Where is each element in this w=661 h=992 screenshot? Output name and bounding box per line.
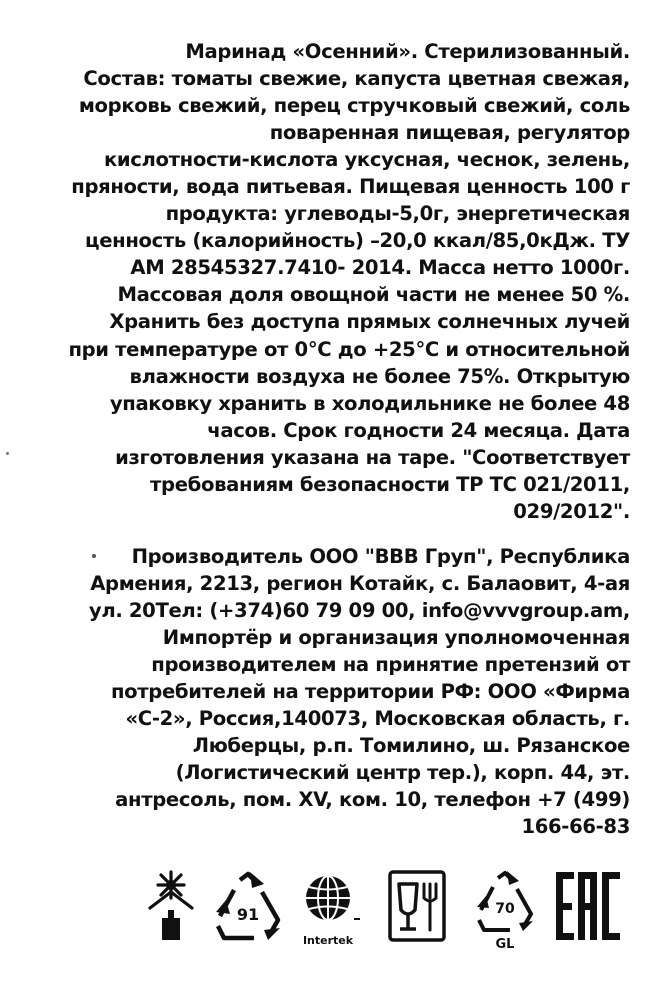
composition-line: продукта: углеводы-5,0г, энергетическая: [165, 202, 630, 226]
food-safe-glass-fork-icon: [386, 868, 448, 950]
manufacturer-line: (Логистический центр тер.), корп. 44, эт.: [175, 761, 630, 785]
composition-line: морковь свежий, перец стручковый свежий, соль: [78, 94, 630, 118]
recycle-91-number: 91: [236, 905, 260, 924]
composition-section: [40, 38, 630, 525]
manufacturer-line: Люберцы, р.п. Томилино, ш. Рязанское: [192, 734, 630, 758]
composition-line: ценность (калорийность) –20,0 ккал/85,0кДж. ТУ: [85, 229, 630, 253]
manufacturer-line: Производитель ООО "ВВВ Груп", Республика: [131, 544, 630, 568]
recycle-91-icon: [210, 868, 286, 948]
manufacturer-line: антресоль, пом. XV, ком. 10, телефон +7 (499): [115, 788, 630, 812]
composition-line: 029/2012".: [513, 499, 630, 523]
recycle-gl-code: GL: [495, 937, 515, 952]
manufacturer-line: потребителей на территории РФ: ООО «Фирма: [110, 680, 630, 704]
manufacturer-line: производителем на принятие претензий от: [151, 653, 630, 677]
eac-mark-icon: [554, 868, 624, 948]
composition-line: Массовая доля овощной части не менее 50 %.: [117, 283, 630, 307]
composition-line: Хранить без доступа прямых солнечных лучей: [109, 310, 630, 334]
manufacturer-line: ул. 20Тел: (+374)60 79 09 00, info@vvvgroup.am,: [88, 598, 630, 622]
intertek-label: Intertek: [302, 934, 354, 947]
intertek-globe-icon: [298, 868, 364, 954]
manufacturer-section: [40, 543, 630, 841]
composition-line: часов. Срок годности 24 месяца. Дата: [207, 418, 630, 442]
manufacturer-line: Импортёр и организация уполномоченная: [162, 625, 630, 649]
composition-line: упаковку хранить в холодильнике не более 48: [109, 391, 630, 415]
composition-line: влажности воздуха не более 75%. Открытую: [129, 364, 630, 388]
composition-line: Состав: томаты свежие, капуста цветная свежая,: [83, 67, 630, 91]
recycle-70-number: 70: [495, 901, 515, 917]
manufacturer-line: Армения, 2213, регион Котайк, с. Балаовит, 4-ая: [90, 571, 630, 595]
composition-line: требованиям безопасности ТР ТС 021/2011,: [150, 472, 630, 496]
manufacturer-line: «С-2», Россия,140073, Московская область, г.: [125, 707, 630, 731]
symbols-row: [140, 868, 620, 960]
recycle-70-gl-icon: [472, 868, 538, 954]
composition-line: кислотности-кислота уксусная, чеснок, зелень,: [103, 148, 630, 172]
label-text: [40, 38, 630, 840]
composition-line: Маринад «Осенний». Стерилизованный.: [185, 40, 630, 63]
composition-line: поваренная пищевая, регулятор: [269, 121, 630, 145]
composition-line: AM 28545327.7410- 2014. Масса нетто 1000г.: [130, 256, 630, 280]
protect-from-sunlight-icon: [140, 868, 202, 950]
composition-line: пряности, вода питьевая. Пищевая ценность 100 г: [71, 175, 630, 199]
composition-line: изготовления указана на таре. "Соответствует: [115, 445, 630, 469]
manufacturer-line: 166-66-83: [521, 815, 630, 839]
section-gap: [40, 525, 630, 543]
print-dot: [92, 554, 96, 558]
composition-line: при температуре от 0°С до +25°С и относительной: [68, 337, 630, 361]
print-speck: [6, 452, 9, 455]
